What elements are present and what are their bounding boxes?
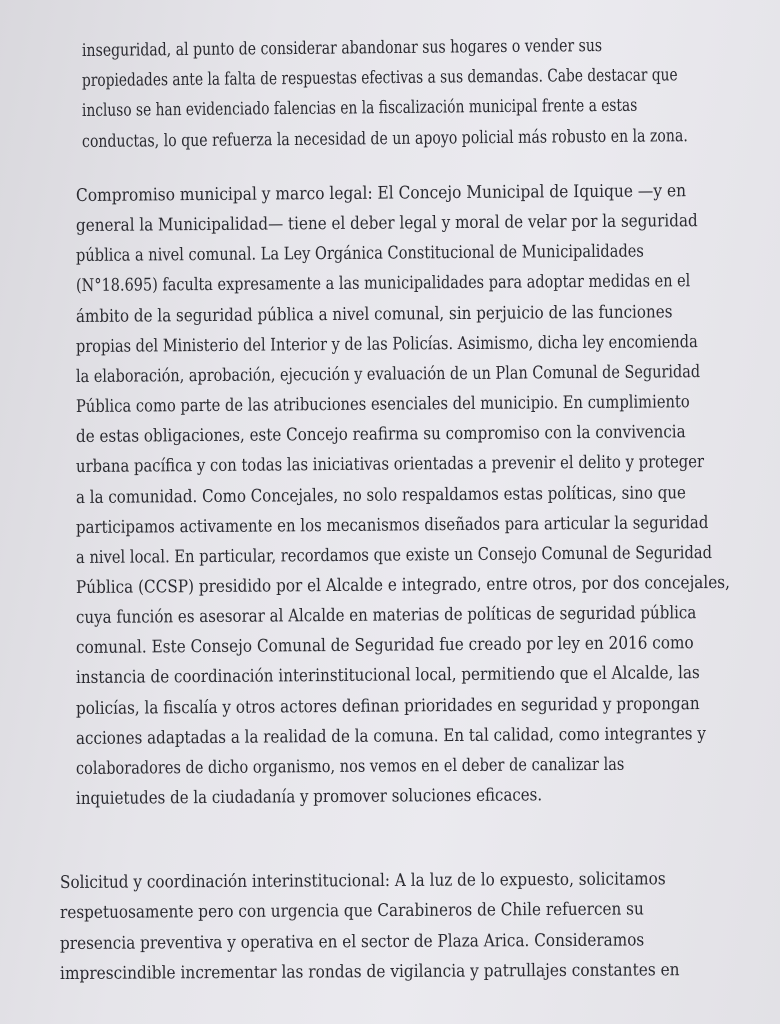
text-line: la elaboración, aprobación, ejecución y evaluación de un Plan Comunal de Seguridad [75, 361, 701, 387]
text-line: de estas obligaciones, este Concejo reafirma su compromiso con la convivencia [75, 422, 686, 448]
text-line: instancia de coordinación interinstitucional local, permitiendo que el Alcalde, las [75, 663, 700, 689]
text-line: a la comunidad. Como Concejales, no solo respaldamos estas políticas, sino que [75, 482, 686, 508]
text-line: pública a nivel comunal. La Ley Orgánica Constitucional de Municipalidades [75, 241, 644, 267]
text-line: conductas, lo que refuerza la necesidad de un apoyo policial más robusto en la zona. [81, 125, 688, 152]
text-line: Pública como parte de las atribuciones esenciales del municipio. En cumplimiento [75, 392, 690, 418]
text-line: participamos activamente en los mecanismos diseñados para articular la seguridad [75, 512, 709, 538]
text-line: urbana pacífica y con todas las iniciativas orientadas a prevenir el delito y proteger [75, 452, 705, 478]
text-line: policías, la fiscalía y otros actores definan prioridades en seguridad y propongan [75, 693, 700, 719]
text-line: imprescindible incrementar las rondas de vigilancia y patrullajes constantes en [59, 960, 680, 984]
text-line: a nivel local. En particular, recordamos que existe un Consejo Comunal de Seguridad [75, 542, 713, 568]
text-line: respetuosamente pero con urgencia que Carabineros de Chile refuercen su [59, 899, 644, 924]
text-line: incluso se han evidenciado falencias en la fiscalización municipal frente a estas [81, 96, 638, 122]
text-line: colaboradores de dicho organismo, nos vemos en el deber de canalizar las [75, 754, 625, 779]
text-line: presencia preventiva y operativa en el sector de Plaza Arica. Consideramos [59, 930, 645, 954]
text-line: propias del Ministerio del Interior y de las Policías. Asimismo, dicha ley encomienda [75, 331, 698, 357]
text-line: Compromiso municipal y marco legal: El Concejo Municipal de Iquique —y en [75, 181, 687, 206]
text-line: inseguridad, al punto de considerar abandonar sus hogares o vender sus [81, 36, 603, 61]
text-line: acciones adaptadas a la realidad de la comuna. En tal calidad, como integrantes y [75, 723, 706, 749]
text-line: Pública (CCSP) presidido por el Alcalde e integrado, entre otros, por dos concejales, [75, 572, 731, 598]
text-line: general la Municipalidad— tiene el deber legal y moral de velar por la seguridad [75, 211, 698, 237]
text-line: inquietudes de la ciudadanía y promover soluciones eficaces. [75, 785, 543, 809]
text-line: cuya función es asesorar al Alcalde en materias de políticas de seguridad pública [75, 603, 697, 629]
text-line: comunal. Este Consejo Comunal de Seguridad fue creado por ley en 2016 como [75, 633, 694, 659]
text-line: (N°18.695) faculta expresamente a las municipalidades para adoptar medidas en el [75, 271, 691, 297]
text-line: Solicitud y coordinación interinstitucional: A la luz de lo expuesto, solicitamos [59, 869, 666, 893]
text-line: ámbito de la seguridad pública a nivel comunal, sin perjuicio de las funciones [75, 301, 673, 327]
text-line: propiedades ante la falta de respuestas efectivas a sus demandas. Cabe destacar que [81, 65, 678, 92]
